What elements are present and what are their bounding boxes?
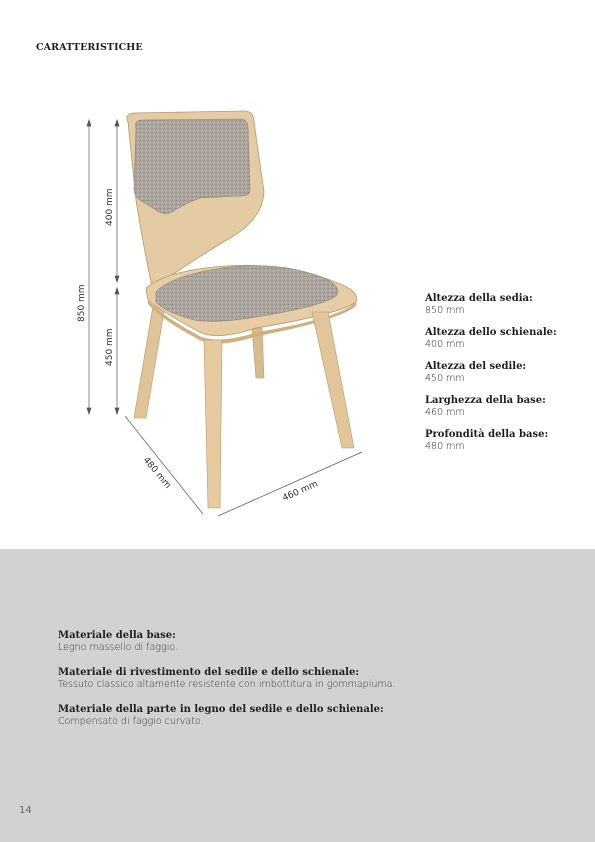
- section-heading: CARATTERISTICHE: [36, 42, 143, 53]
- spec-item: [425, 327, 590, 350]
- dim-seat-height: 450 mm: [105, 328, 115, 366]
- spec-value: 460 mm: [425, 407, 465, 418]
- spec-label: Profondità della base:: [425, 429, 549, 440]
- spec-item: [425, 293, 590, 316]
- material-item: [58, 666, 558, 691]
- spec-item: [425, 395, 590, 418]
- materials-list: [58, 629, 558, 740]
- spec-label: Altezza della sedia:: [425, 293, 533, 304]
- spec-item: [425, 361, 590, 384]
- spec-value: 400 mm: [425, 339, 465, 350]
- dim-backrest-height: 400 mm: [105, 188, 115, 226]
- material-label: Materiale della base:: [58, 630, 176, 641]
- spec-value: 450 mm: [425, 373, 465, 384]
- spec-value: 850 mm: [425, 305, 465, 316]
- spec-label: Altezza dello schienale:: [425, 327, 557, 338]
- dim-width: 460 mm: [281, 479, 320, 504]
- page-number: 14: [19, 805, 32, 816]
- material-item: [58, 703, 558, 728]
- material-label: Materiale di rivestimento del sedile e dello schienale:: [58, 667, 360, 678]
- spec-item: [425, 429, 590, 452]
- material-value: Legno massello di faggio.: [58, 642, 179, 653]
- dim-total-height: 850 mm: [77, 284, 87, 322]
- material-label: Materiale della parte in legno del sedile e dello schienale:: [58, 704, 384, 715]
- materials-band: [0, 549, 595, 842]
- spec-value: 480 mm: [425, 441, 465, 452]
- material-item: [58, 629, 558, 654]
- specs-list: [425, 293, 590, 463]
- spec-label: Altezza del sedile:: [425, 361, 527, 372]
- material-value: Compensato di faggio curvato.: [58, 716, 204, 727]
- dim-depth: 480 mm: [140, 455, 173, 491]
- material-value: Tessuto classico altamente resistente con imbottitura in gommapiuma.: [58, 679, 396, 690]
- spec-label: Larghezza della base:: [425, 395, 546, 406]
